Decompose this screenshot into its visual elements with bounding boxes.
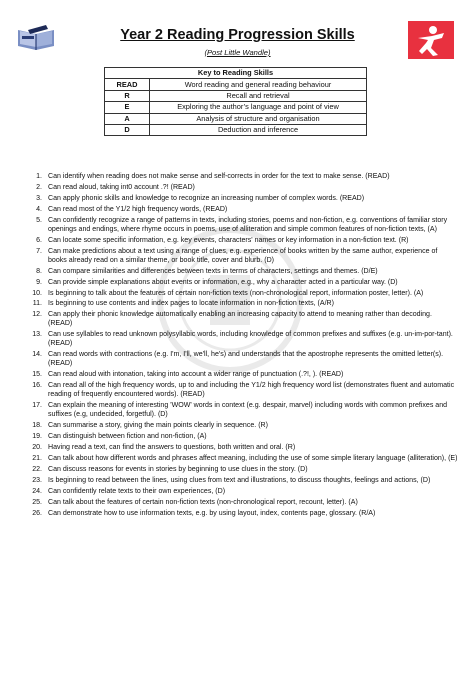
key-table-header [105, 68, 367, 79]
key-code: A [105, 113, 150, 124]
item-text: Can read most of the Y1/2 high frequency words, (READ) [48, 205, 228, 213]
key-description: Word reading and general reading behaviour [150, 79, 367, 90]
item-text: Can make predictions about a text using a range of clues, e.g. experience of books written by the same author, experience of books already read on a similar theme, or book title, cover and blurb. (D) [48, 247, 438, 264]
list-item [28, 370, 458, 379]
list-item [28, 299, 458, 308]
item-text: Can read words with contractions (e.g. I'm, I'll, we'll, he's) and understands that the apostrophe represents the omitted letter(s). (READ) [48, 351, 444, 368]
item-number: 16. [32, 382, 42, 390]
item-text: Can use syllables to read unknown polysyllabic words, including knowledge of common prefixes and suffixes (e.g. un-im-por-tant). (READ) [48, 331, 453, 348]
item-text: Is beginning to use contents and index pages to locate information in non-fiction texts, (A/R) [48, 300, 334, 308]
list-item [28, 421, 458, 430]
item-number: 19. [32, 433, 42, 441]
item-number: 11. [32, 300, 42, 308]
key-table-row [105, 90, 367, 101]
item-text: Can confidently relate texts to their own experiences, (D) [48, 487, 226, 495]
item-text: Can compare similarities and differences between texts in terms of characters, settings and themes. (D/E) [48, 267, 378, 275]
key-code: D [105, 124, 150, 135]
item-number: 22. [32, 466, 42, 474]
item-text: Can confidently recognize a range of patterns in texts, including stories, poems and non-fiction, e.g. conventions of familiar story openings and endings, where rhyme occurs in poems, use of alliteration and simple common features of non-fiction texts, (A) [48, 216, 448, 233]
item-number: 24. [32, 487, 42, 495]
item-number: 20. [32, 444, 42, 452]
key-description: Recall and retrieval [150, 90, 367, 101]
key-table-row [105, 124, 367, 135]
item-number: 17. [32, 402, 42, 410]
key-description: Deduction and inference [150, 124, 367, 135]
list-item [28, 443, 458, 452]
item-text: Can distinguish between fiction and non-fiction, (A) [48, 433, 207, 441]
item-text: Can read all of the high frequency words, up to and including the Y1/2 high frequency word list (demonstrates fluent and automatic reading of frequently encountered words). (READ) [48, 382, 455, 399]
item-number: 9. [36, 278, 42, 286]
list-item [28, 381, 458, 399]
item-number: 5. [36, 216, 42, 224]
item-number: 10. [32, 289, 42, 297]
list-item [28, 487, 458, 496]
list-item [28, 172, 458, 181]
list-item [28, 236, 458, 245]
key-code: R [105, 90, 150, 101]
item-number: 8. [36, 267, 42, 275]
item-number: 13. [32, 331, 42, 339]
item-number: 1. [36, 173, 42, 180]
item-number: 21. [32, 455, 42, 463]
key-code: E [105, 102, 150, 113]
list-item [28, 498, 458, 507]
key-table-title: Key to Reading Skills [105, 68, 367, 79]
skills-list [28, 172, 458, 520]
item-number: 25. [32, 498, 42, 506]
item-text: Can demonstrate how to use information texts, e.g. by using layout, index, contents page, glossary. (R/A) [48, 509, 376, 517]
item-text: Can provide simple explanations about events or information, e.g., why a character acted in a particular way. (D) [48, 278, 398, 286]
list-item [28, 194, 458, 203]
item-number: 3. [36, 194, 42, 202]
item-text: Can talk about how different words and phrases affect meaning, including the use of some simple literary language (alliteration), (E) [48, 455, 458, 463]
item-text: Can identify when reading does not make sense and self-corrects in order for the text to make sense. (READ) [48, 173, 390, 180]
item-number: 4. [36, 205, 42, 213]
item-number: 6. [36, 236, 42, 244]
list-item [28, 289, 458, 298]
key-code: READ [105, 79, 150, 90]
key-table-row [105, 102, 367, 113]
item-text: Can locate some specific information, e.g. key events, characters' names or key information in a non-fiction text. (R) [48, 236, 409, 244]
list-item [28, 401, 458, 419]
item-number: 26. [32, 509, 42, 517]
list-item [28, 183, 458, 192]
list-item [28, 216, 458, 234]
list-item [28, 432, 458, 441]
item-text: Can summarise a story, giving the main points clearly in sequence. (R) [48, 422, 268, 430]
item-number: 14. [32, 351, 42, 359]
list-item [28, 267, 458, 276]
key-table [104, 67, 367, 136]
item-text: Is beginning to talk about the features of certain non-fiction texts (non-chronological report, information poster, letter). (A) [48, 289, 424, 297]
item-text: Can apply phonic skills and knowledge to recognize an increasing number of complex words. (READ) [48, 194, 365, 202]
list-item [28, 278, 458, 287]
item-number: 15. [32, 371, 42, 379]
list-item [28, 310, 458, 328]
list-item [28, 454, 458, 463]
list-item [28, 205, 458, 214]
list-item [28, 350, 458, 368]
list-item [28, 476, 458, 485]
item-text: Can apply their phonic knowledge automatically enabling an increasing capacity to attend to meaning rather than decoding. (READ) [48, 311, 432, 328]
list-item [28, 247, 458, 265]
item-text: Is beginning to read between the lines, using clues from text and illustrations, to discuss thoughts, feelings and actions, (D) [48, 476, 431, 484]
key-description: Analysis of structure and organisation [150, 113, 367, 124]
list-item [28, 465, 458, 474]
item-text: Can read aloud, taking int0 account .?! (READ) [48, 183, 195, 191]
item-number: 18. [32, 422, 42, 430]
item-number: 23. [32, 476, 42, 484]
item-text: Can read aloud with intonation, taking into account a wider range of punctuation (.?!, ). (READ) [48, 371, 344, 379]
page-title: Year 2 Reading Progression Skills [120, 27, 355, 43]
item-text: Having read a text, can find the answers to questions, both written and oral. (R) [48, 444, 296, 452]
page-subtitle: (Post Little Wandle) [204, 48, 271, 57]
item-text: Can talk about the features of certain non-fiction texts (non-chronological report, recount, letter). (A) [48, 498, 358, 506]
key-description: Exploring the author’s language and point of view [150, 102, 367, 113]
item-number: 2. [36, 183, 42, 191]
list-item [28, 330, 458, 348]
list-item [28, 509, 458, 518]
key-table-row [105, 79, 367, 90]
item-number: 12. [32, 311, 42, 319]
key-table-row [105, 113, 367, 124]
item-text: Can explain the meaning of interesting 'WOW' words in context (e.g. despair, marvel) including words with common prefixes and suffixes (e.g, undecided, forgetful). (D) [48, 402, 448, 419]
item-text: Can discuss reasons for events in stories by beginning to use clues in the story. (D) [48, 466, 308, 474]
item-number: 7. [36, 247, 42, 255]
